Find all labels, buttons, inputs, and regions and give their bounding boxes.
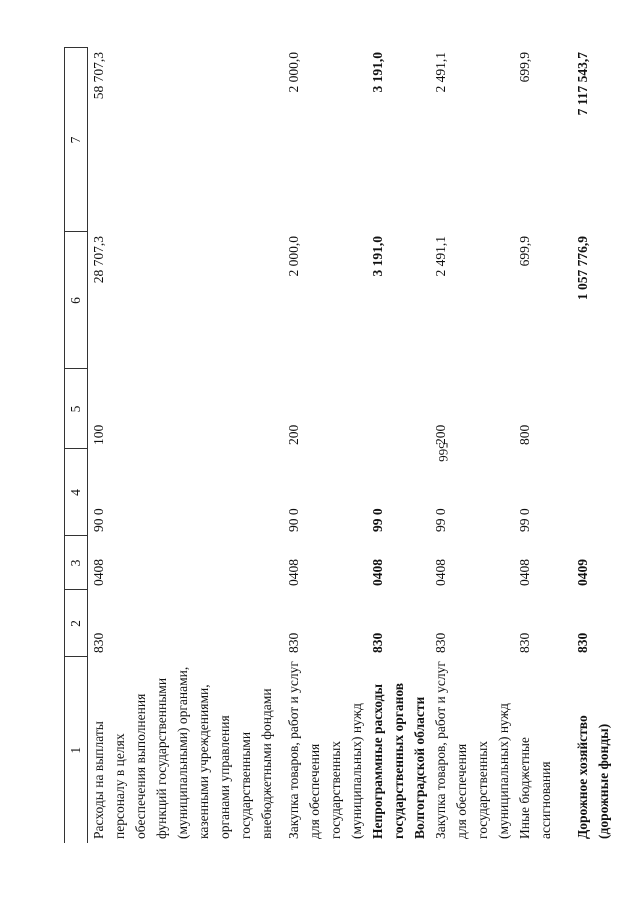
section-code-cell: 0408	[433, 559, 448, 586]
expense-name-cell: Закупка товаров, работ и услуг для обеспечения государственных (муниципальных) нужд	[433, 661, 511, 839]
ministry-code-cell: 830	[370, 632, 385, 653]
table-row	[514, 48, 572, 843]
total-amount-cell: 3 191,0	[370, 52, 385, 93]
target-code-cell: 99 0	[433, 508, 448, 532]
section-code-cell: 0408	[517, 559, 532, 586]
expense-type-cell	[572, 369, 614, 449]
table-row	[572, 48, 614, 843]
table-row	[367, 48, 430, 843]
header-col-3: 3	[65, 536, 88, 590]
budget-table	[64, 48, 614, 844]
amount-cell: 2 000,0	[286, 236, 301, 277]
target-code-cell: 90 0	[91, 508, 106, 532]
total-amount-cell: 699,9	[517, 52, 532, 83]
budget-table-rotated	[64, 48, 609, 843]
expense-type-cell: 100	[91, 424, 106, 445]
header-col-6: 6	[65, 232, 88, 369]
ministry-code-cell: 830	[575, 632, 590, 653]
section-code-cell: 0408	[91, 559, 106, 586]
amount-cell: 699,9	[517, 236, 532, 267]
ministry-code-cell: 830	[517, 632, 532, 653]
page-number: 566	[436, 442, 451, 462]
expense-name-cell: Дорожное хозяйство (дорожные фонды)	[575, 715, 611, 839]
amount-cell: 1 057 776,9	[575, 236, 590, 301]
amount-cell: 3 191,0	[370, 236, 385, 277]
header-col-5: 5	[65, 369, 88, 449]
expense-type-cell: 800	[517, 424, 532, 445]
total-amount-cell: 2 000,0	[286, 52, 301, 93]
ministry-code-cell: 830	[286, 632, 301, 653]
table-body	[88, 48, 615, 843]
table-row	[283, 48, 367, 843]
target-code-cell	[572, 449, 614, 536]
column-number-header	[65, 48, 88, 843]
expense-type-cell: 200	[286, 424, 301, 445]
expense-name-cell: Расходы на выплаты персоналу в целях обеспечения выполнения функций государственными (муниципальными) органами, казенными учреждениями, органами управления государственными внебюджетными фондами	[91, 666, 274, 839]
amount-cell: 28 707,3	[91, 236, 106, 284]
target-code-cell: 99 0	[370, 508, 385, 532]
target-code-cell: 90 0	[286, 508, 301, 532]
ministry-code-cell: 830	[91, 632, 106, 653]
amount-cell: 2 491,1	[433, 236, 448, 277]
expense-name-cell: Непрограммные расходы государственных органов Волгоградской области	[370, 682, 427, 839]
section-code-cell: 0408	[370, 559, 385, 586]
section-code-cell: 0409	[575, 559, 590, 586]
header-col-2: 2	[65, 590, 88, 657]
expense-type-cell	[367, 369, 430, 449]
total-amount-cell: 2 491,1	[433, 52, 448, 93]
expense-type-cell: 200	[433, 424, 448, 445]
expense-name-cell: Иные бюджетные ассигнования	[517, 737, 553, 839]
target-code-cell: 99 0	[517, 508, 532, 532]
ministry-code-cell: 830	[433, 632, 448, 653]
section-code-cell: 0408	[286, 559, 301, 586]
header-col-4: 4	[65, 449, 88, 536]
expense-name-cell: Закупка товаров, работ и услуг для обеспечения государственных (муниципальных) нужд	[286, 661, 364, 839]
total-amount-cell: 7 117 543,7	[575, 52, 590, 116]
total-amount-cell: 58 707,3	[91, 52, 106, 100]
header-col-7: 7	[65, 48, 88, 232]
table-row	[88, 48, 284, 843]
header-col-1: 1	[65, 657, 88, 843]
table-row	[430, 48, 514, 843]
